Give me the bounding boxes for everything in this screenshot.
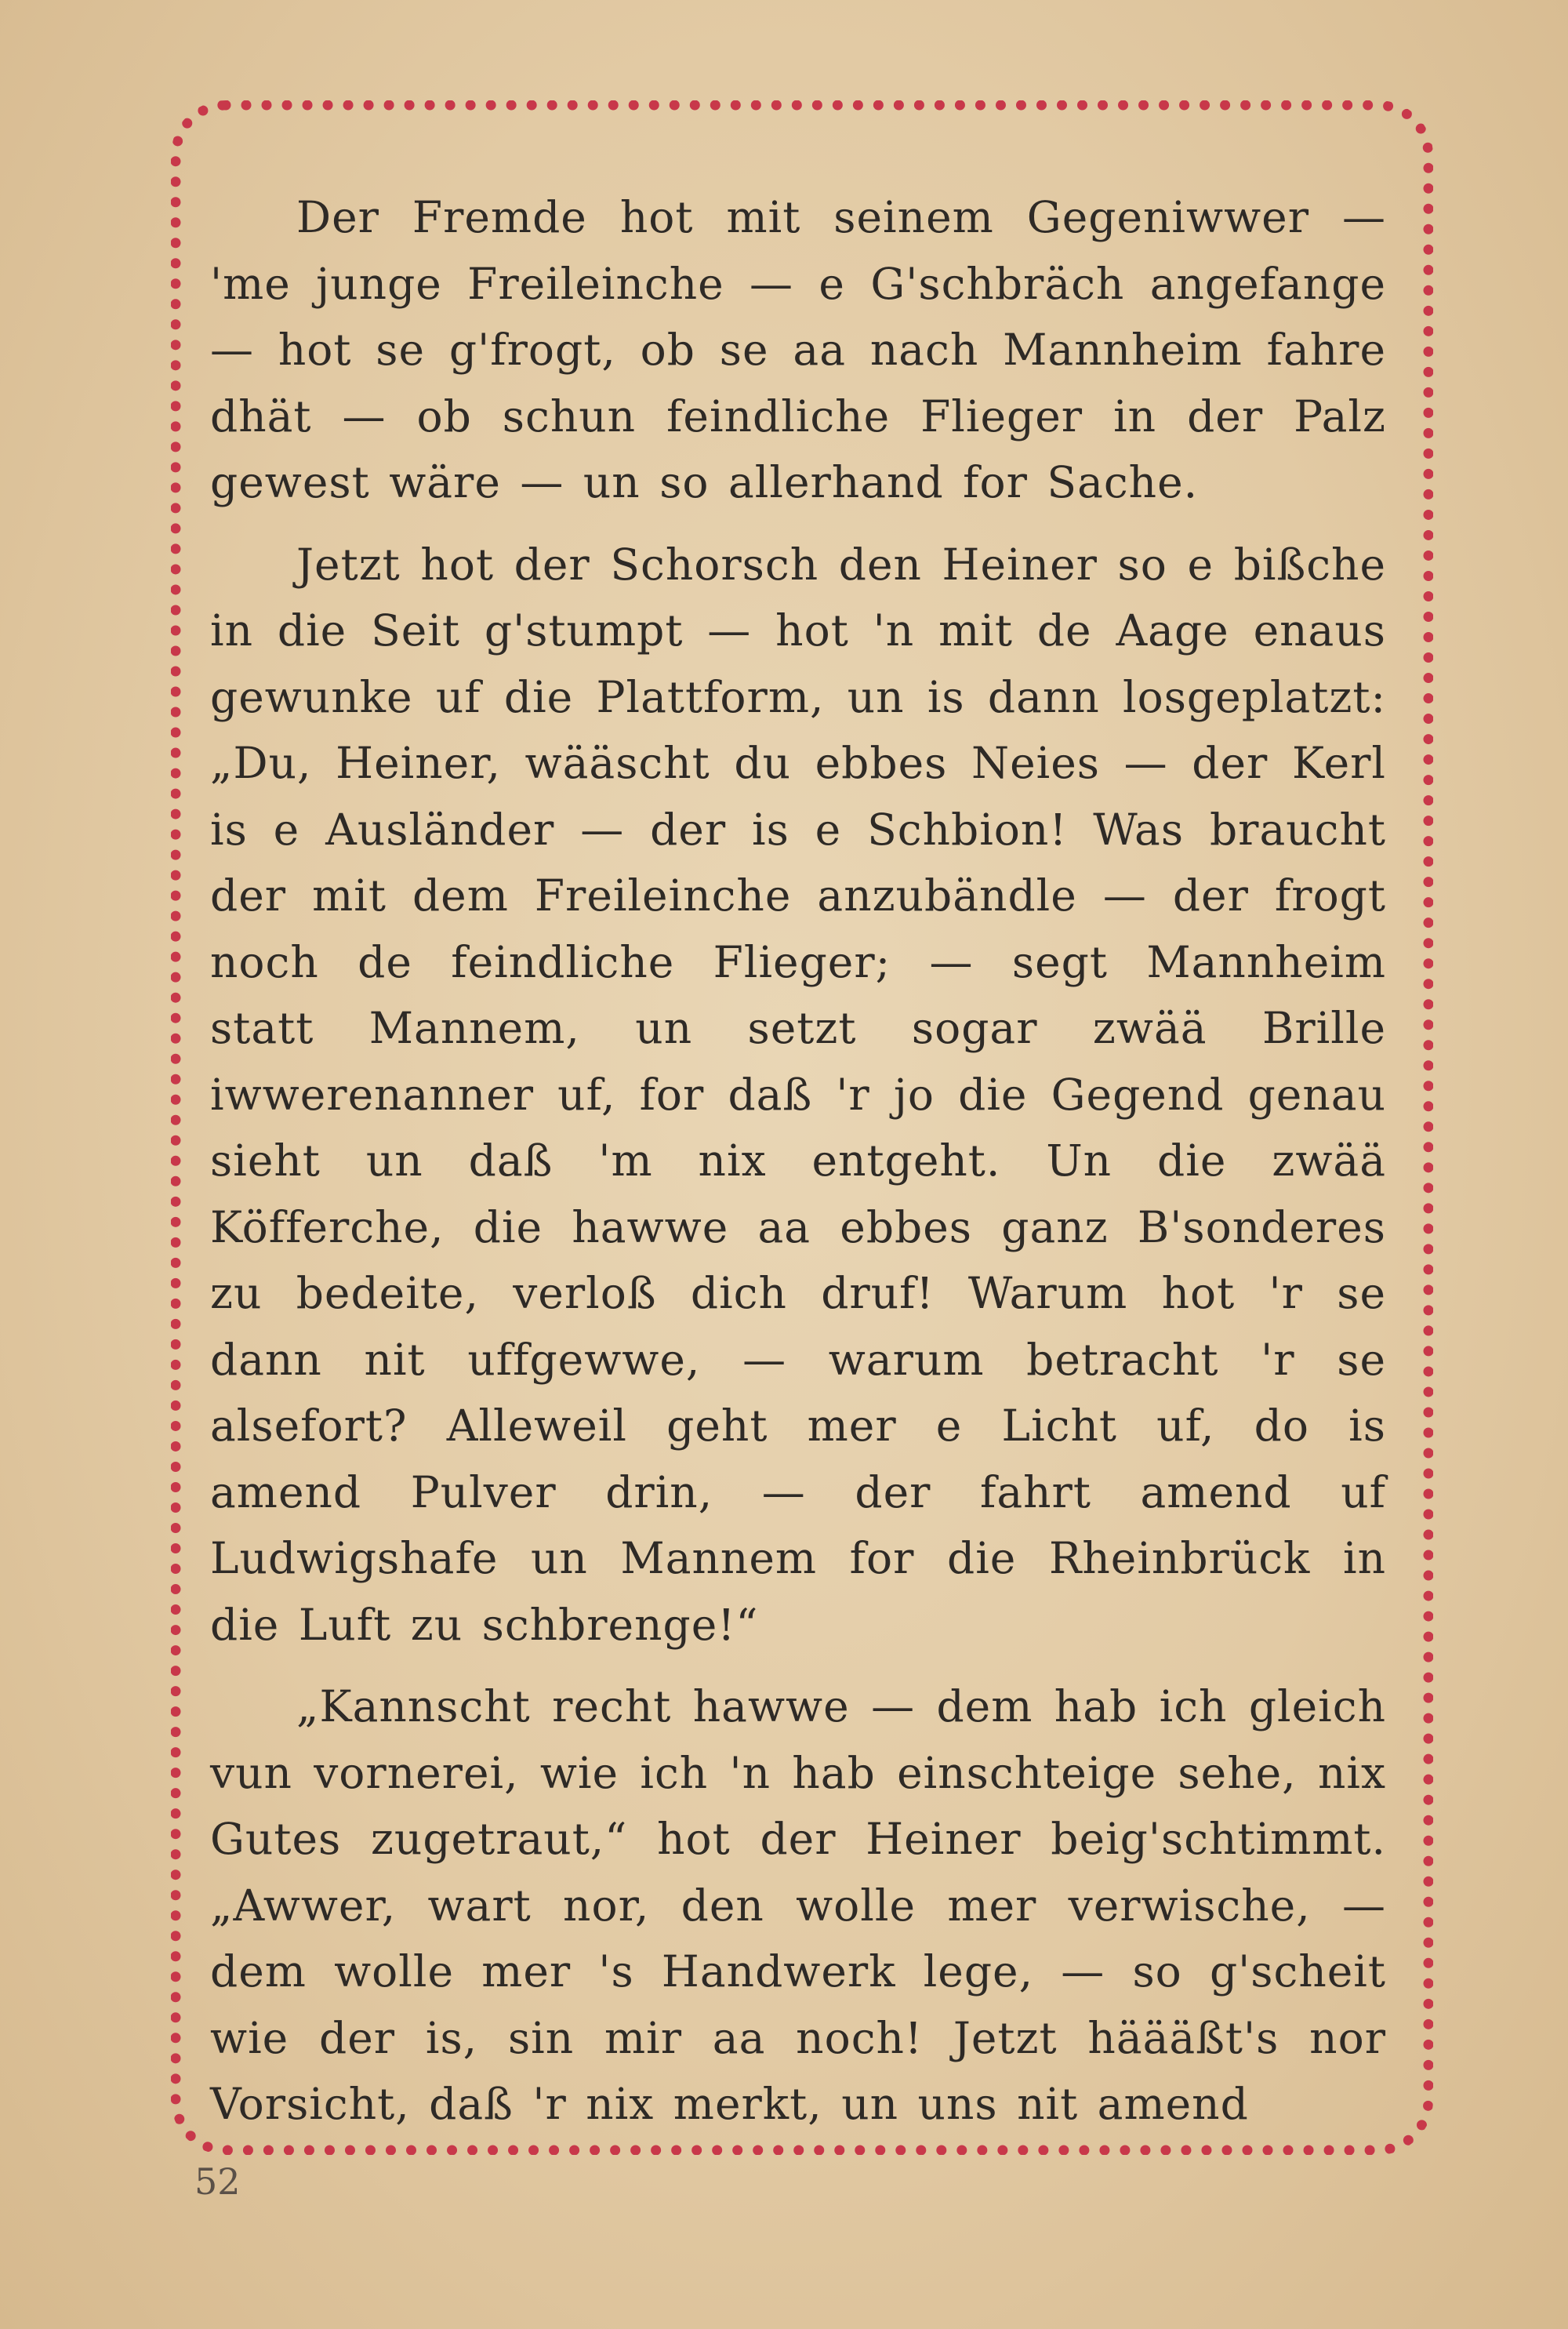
paragraph-3: „Kannscht recht hawwe — dem hab ich gleich vun vornerei, wie ich 'n hab einschteige sehe, nix Gutes zugetraut,“ hot der Heiner beig'schtimmt. „Awwer, wart nor, den wolle mer verwische, — dem wolle mer 's Handwerk lege, — so g'scheit wie der is, sin mir aa noch! Jetzt häääßt's nor Vorsicht, daß 'r nix merkt, un uns nit amend xyxy=(210,1681,1386,2129)
paragraph-2: Jetzt hot der Schorsch den Heiner so e bißche in die Seit g'stumpt — hot 'n mit de Aage enaus gewunke uf die Plattform, un is dann losgeplatzt: „Du, Heiner, wääscht du ebbes Neies — der Kerl is e Ausländer — der is e Schbion! Was braucht der mit dem Freileinche anzubändle — der frogt noch de feindliche Flieger; — segt Mannheim statt Mannem, un setzt sogar zwää Brille iwwerenanner uf, for daß 'r jo die Gegend genau sieht un daß 'm nix entgeht. Un die zwää Köfferche, die hawwe aa ebbes ganz B'sonderes zu bedeite, verloß dich druf! Warum hot 'r se dann nit uffgewwe, — warum betracht 'r se alsefort? Alleweil geht mer e Licht uf, do is amend Pulver drin, — der fahrt amend uf Ludwigshafe un Mannem for die Rheinbrück in die Luft zu schbrenge!“ xyxy=(210,539,1386,1650)
text-block xyxy=(210,184,1386,2153)
page-number: 52 xyxy=(194,2160,241,2203)
paragraph-1: Der Fremde hot mit seinem Gegeniwwer — 'me junge Freileinche — e G'schbräch angefange — hot se g'frogt, ob se aa nach Mannheim fahre dhät — ob schun feindliche Flieger in der Palz gewest wäre — un so allerhand for Sache. xyxy=(210,192,1386,507)
